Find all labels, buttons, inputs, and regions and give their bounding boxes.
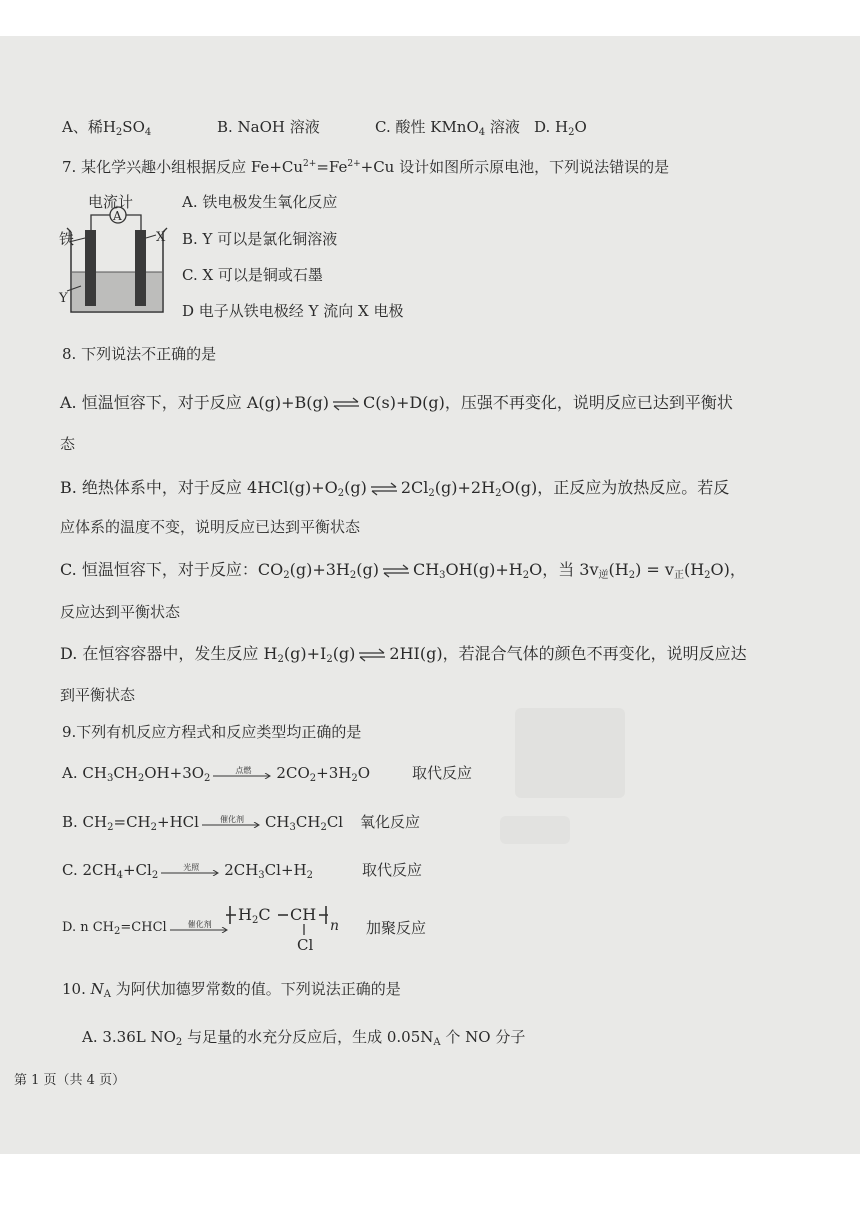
page-footer: 第 1 页（共 4 页） (14, 1073, 126, 1088)
q10-option-a: A. 3.36L $NO_2$ 与足量的水充分反应后，生成 $0.05N_A$ 个 NO 分子 (82, 1028, 526, 1048)
q8-option-d: D. 在恒容容器中，发生反应 $H_2(g)+I_2(g)$ 2HI(g)，若混合气体的颜色不再变化，说明反应达 (60, 644, 747, 665)
left-electrode-label: 铁 (59, 230, 75, 248)
polymer-right-group: CH (290, 905, 317, 924)
q9-option-d: D. n $CH_2=CHCl$ 催化剂 (62, 918, 233, 938)
q7-option-a: A. 铁电极发生氧化反应 (182, 193, 338, 211)
q7-option-d: D 电子从铁电极经 Y 流向 X 电极 (182, 302, 404, 320)
q9-stem: 9.下列有机反应方程式和反应类型均正确的是 (62, 723, 362, 741)
q6-option-d: D. $H_2O$ (534, 118, 587, 138)
q9-option-a: A. $CH_3CH_2OH+3O_2$ 点燃 $2CO_2+3H_2O$ (62, 764, 371, 784)
equilibrium-arrow-icon (357, 648, 387, 662)
q7-stem: 7. 某化学兴趣小组根据反应 $Fe+Cu^{2+}=Fe^{2+}+Cu$ 设计如图所示原电池，下列说法错误的是 (62, 158, 670, 176)
q8-option-c: C. 恒温恒容下，对于反应：$CO_2(g)+3H_2(g)$ $CH_3OH(g)+H_2O$，当 $3v_逆(H_2) = v_正(H_2O)$， (60, 560, 746, 581)
q8-option-b-cont: 应体系的温度不变，说明反应已达到平衡状态 (60, 518, 361, 536)
polymer-n: n (330, 918, 340, 934)
scan-smudge (515, 708, 625, 798)
equilibrium-arrow-icon (381, 564, 411, 578)
q8-option-a-cont: 态 (60, 435, 76, 453)
q8-option-d-cont: 到平衡状态 (60, 686, 136, 704)
q8-option-c-cont: 反应达到平衡状态 (60, 603, 181, 621)
exam-page (0, 36, 860, 1154)
q8-option-a: A. 恒温恒容下，对于反应 A(g)+B(g) C(s)+D(g)，压强不再变化，说明反应已达到平衡状 (60, 393, 733, 412)
q9-option-c-type: 取代反应 (362, 861, 423, 879)
reaction-arrow-icon: 催化剂 (202, 815, 262, 831)
q6-option-b: B. NaOH 溶液 (217, 118, 320, 136)
equilibrium-arrow-icon (331, 397, 361, 411)
equilibrium-arrow-icon (369, 482, 399, 496)
ammeter-label: 电流计 (88, 193, 134, 211)
q9-option-a-type: 取代反应 (412, 764, 473, 782)
solution-label: Y (59, 291, 68, 306)
reaction-arrow-icon: 光照 (161, 863, 221, 879)
q6-options (62, 117, 822, 137)
q8-stem: 8. 下列说法不正确的是 (62, 345, 217, 363)
q9-option-c: C. $2CH_4+Cl_2$ 光照 $2CH_3Cl+H_2$ (62, 861, 313, 881)
reaction-arrow-icon: 点燃 (213, 766, 273, 782)
q7-option-b: B. Y 可以是氯化铜溶液 (182, 230, 338, 248)
q9-option-b-type: 氧化反应 (360, 813, 421, 831)
ammeter-symbol: A (113, 209, 122, 223)
q6-option-c: C. 酸性 KMnO$_4$ 溶液 (375, 118, 520, 138)
q6-option-a: A、稀$H_2SO_4$ (62, 118, 152, 138)
scan-smudge (500, 816, 570, 844)
q10-stem: 10. $N_A$ 为阿伏加德罗常数的值。下列说法正确的是 (62, 980, 401, 1000)
reaction-arrow-icon: 催化剂 (170, 920, 230, 936)
polymer-left-group: $H_2C$ (238, 905, 271, 926)
right-electrode-label: X (156, 230, 166, 245)
q9-option-d-type: 加聚反应 (366, 919, 427, 937)
q7-option-c: C. X 可以是铜或石墨 (182, 266, 323, 284)
q9-option-b: B. $CH_2=CH_2+HCl$ 催化剂 $CH_3CH_2Cl$ (62, 813, 344, 833)
q8-option-b: B. 绝热体系中，对于反应 $4HCl(g)+O_2(g)$ $2Cl_2(g)+2H_2O(g)$，正反应为放热反应。若反 (60, 478, 730, 499)
polymer-chlorine: Cl (297, 936, 314, 954)
